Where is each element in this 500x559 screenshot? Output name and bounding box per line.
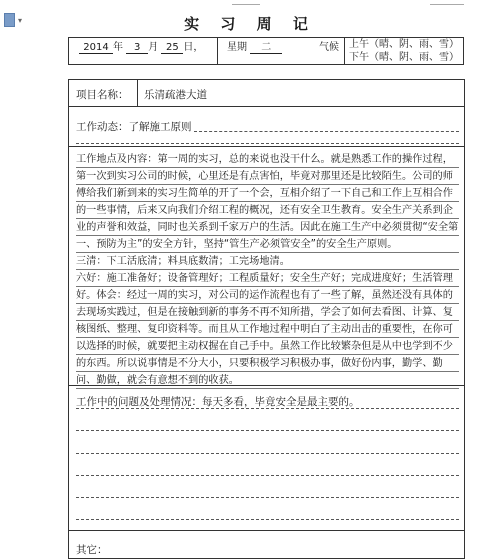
weather-am: 上午（晴、阴、雨、雪） <box>349 39 459 50</box>
month-value: 3 <box>126 42 148 54</box>
weather-options <box>349 38 461 64</box>
work-content-text[interactable] <box>76 151 459 389</box>
content-paragraph-1: 工作地点及内容：第一周的实习，总的来说也没干什么。就是熟悉工作的操作过程，第一次到实习公司的时候，心里还是有点害怕，毕竟对那里还是比较陌生。公司的师傅给我们新到来的实习生简单的开了一个会，互相介绍了一下自己和工作上互相合作的一些事情，后来又向我们介绍工程的概况，还有安全卫生教育。安全生产关系到企业的声誉和效益，同时也关系到千家万户的生活。因此在施工生产中必须贯彻“安全第一、预防为主”的安全方针，坚持“管生产必须管安全”的安全生产原则。 <box>76 154 459 250</box>
page-title: 实 习 周 记 <box>184 15 316 33</box>
project-label: 项目名称： <box>76 89 129 101</box>
other-row <box>69 531 464 559</box>
week-value: 二 <box>250 42 282 54</box>
issues-text[interactable]: 工作中的问题及处理情况：每天多看，毕竟安全是最主要的。 <box>76 396 360 408</box>
dashed-line <box>76 143 459 144</box>
weekday-field <box>227 38 282 64</box>
date-weather-table <box>68 37 464 65</box>
project-value[interactable]: 乐清疏港大道 <box>144 89 207 101</box>
dashed-line <box>76 519 459 520</box>
work-content-row <box>69 147 464 386</box>
dashed-line <box>194 131 459 132</box>
dashed-line <box>76 430 459 431</box>
work-dynamic-row <box>69 107 464 147</box>
day-value: 25 <box>161 42 183 54</box>
clipped-fragment <box>232 0 260 5</box>
column-divider <box>217 38 218 64</box>
content-paragraph-2: 三清：下工活底清；料具底数清；工完场地清。 <box>76 256 290 267</box>
dashed-line <box>76 408 459 409</box>
column-divider <box>137 80 138 106</box>
journal-form <box>68 79 465 559</box>
other-label[interactable]: 其它： <box>76 544 108 556</box>
project-row <box>69 80 464 107</box>
year-value: 2014 <box>79 42 113 54</box>
clipped-fragment <box>430 0 464 5</box>
year-suffix: 年 <box>113 42 123 53</box>
day-suffix: 日， <box>183 42 204 53</box>
date-field <box>79 38 203 64</box>
month-suffix: 月 <box>148 42 159 53</box>
weather-label: 气候 <box>319 42 339 53</box>
dashed-line <box>76 453 459 454</box>
dashed-line <box>76 497 459 498</box>
issues-row <box>69 386 464 531</box>
weather-pm: 下午（晴、阴、雨、雪） <box>349 52 459 63</box>
week-label: 星期 <box>227 42 247 53</box>
clipped-header-fragments <box>0 0 500 6</box>
work-dynamic-text[interactable]: 工作动态：了解施工原则 <box>76 121 192 133</box>
chevron-down-icon[interactable]: ▾ <box>18 16 23 25</box>
content-paragraph-3: 六好：施工准备好；设备管理好；工程质量好；安全生产好；完成进度好；生活管理好。体会：经过一周的实习，对公司的运作流程也有了一些了解，虽然还没有具体的去现场实践过，但是在接触到新的事务不再不知所措，学会了如何去看图、计算、复核图纸、整理、复印资料等。而且从工作地过程中明白了主动出击的重要性，在你可以选择的时候，就要把主动权握在自己手中。虽然工作比较繁杂但是从中也学到不少的东西。所以说事情是不分大小，只要积极学习积极办事，做好份内事，勤学、勤问、勤做，就会有意想不到的收获。 <box>76 273 453 386</box>
column-divider <box>344 38 345 64</box>
dashed-line <box>76 475 459 476</box>
